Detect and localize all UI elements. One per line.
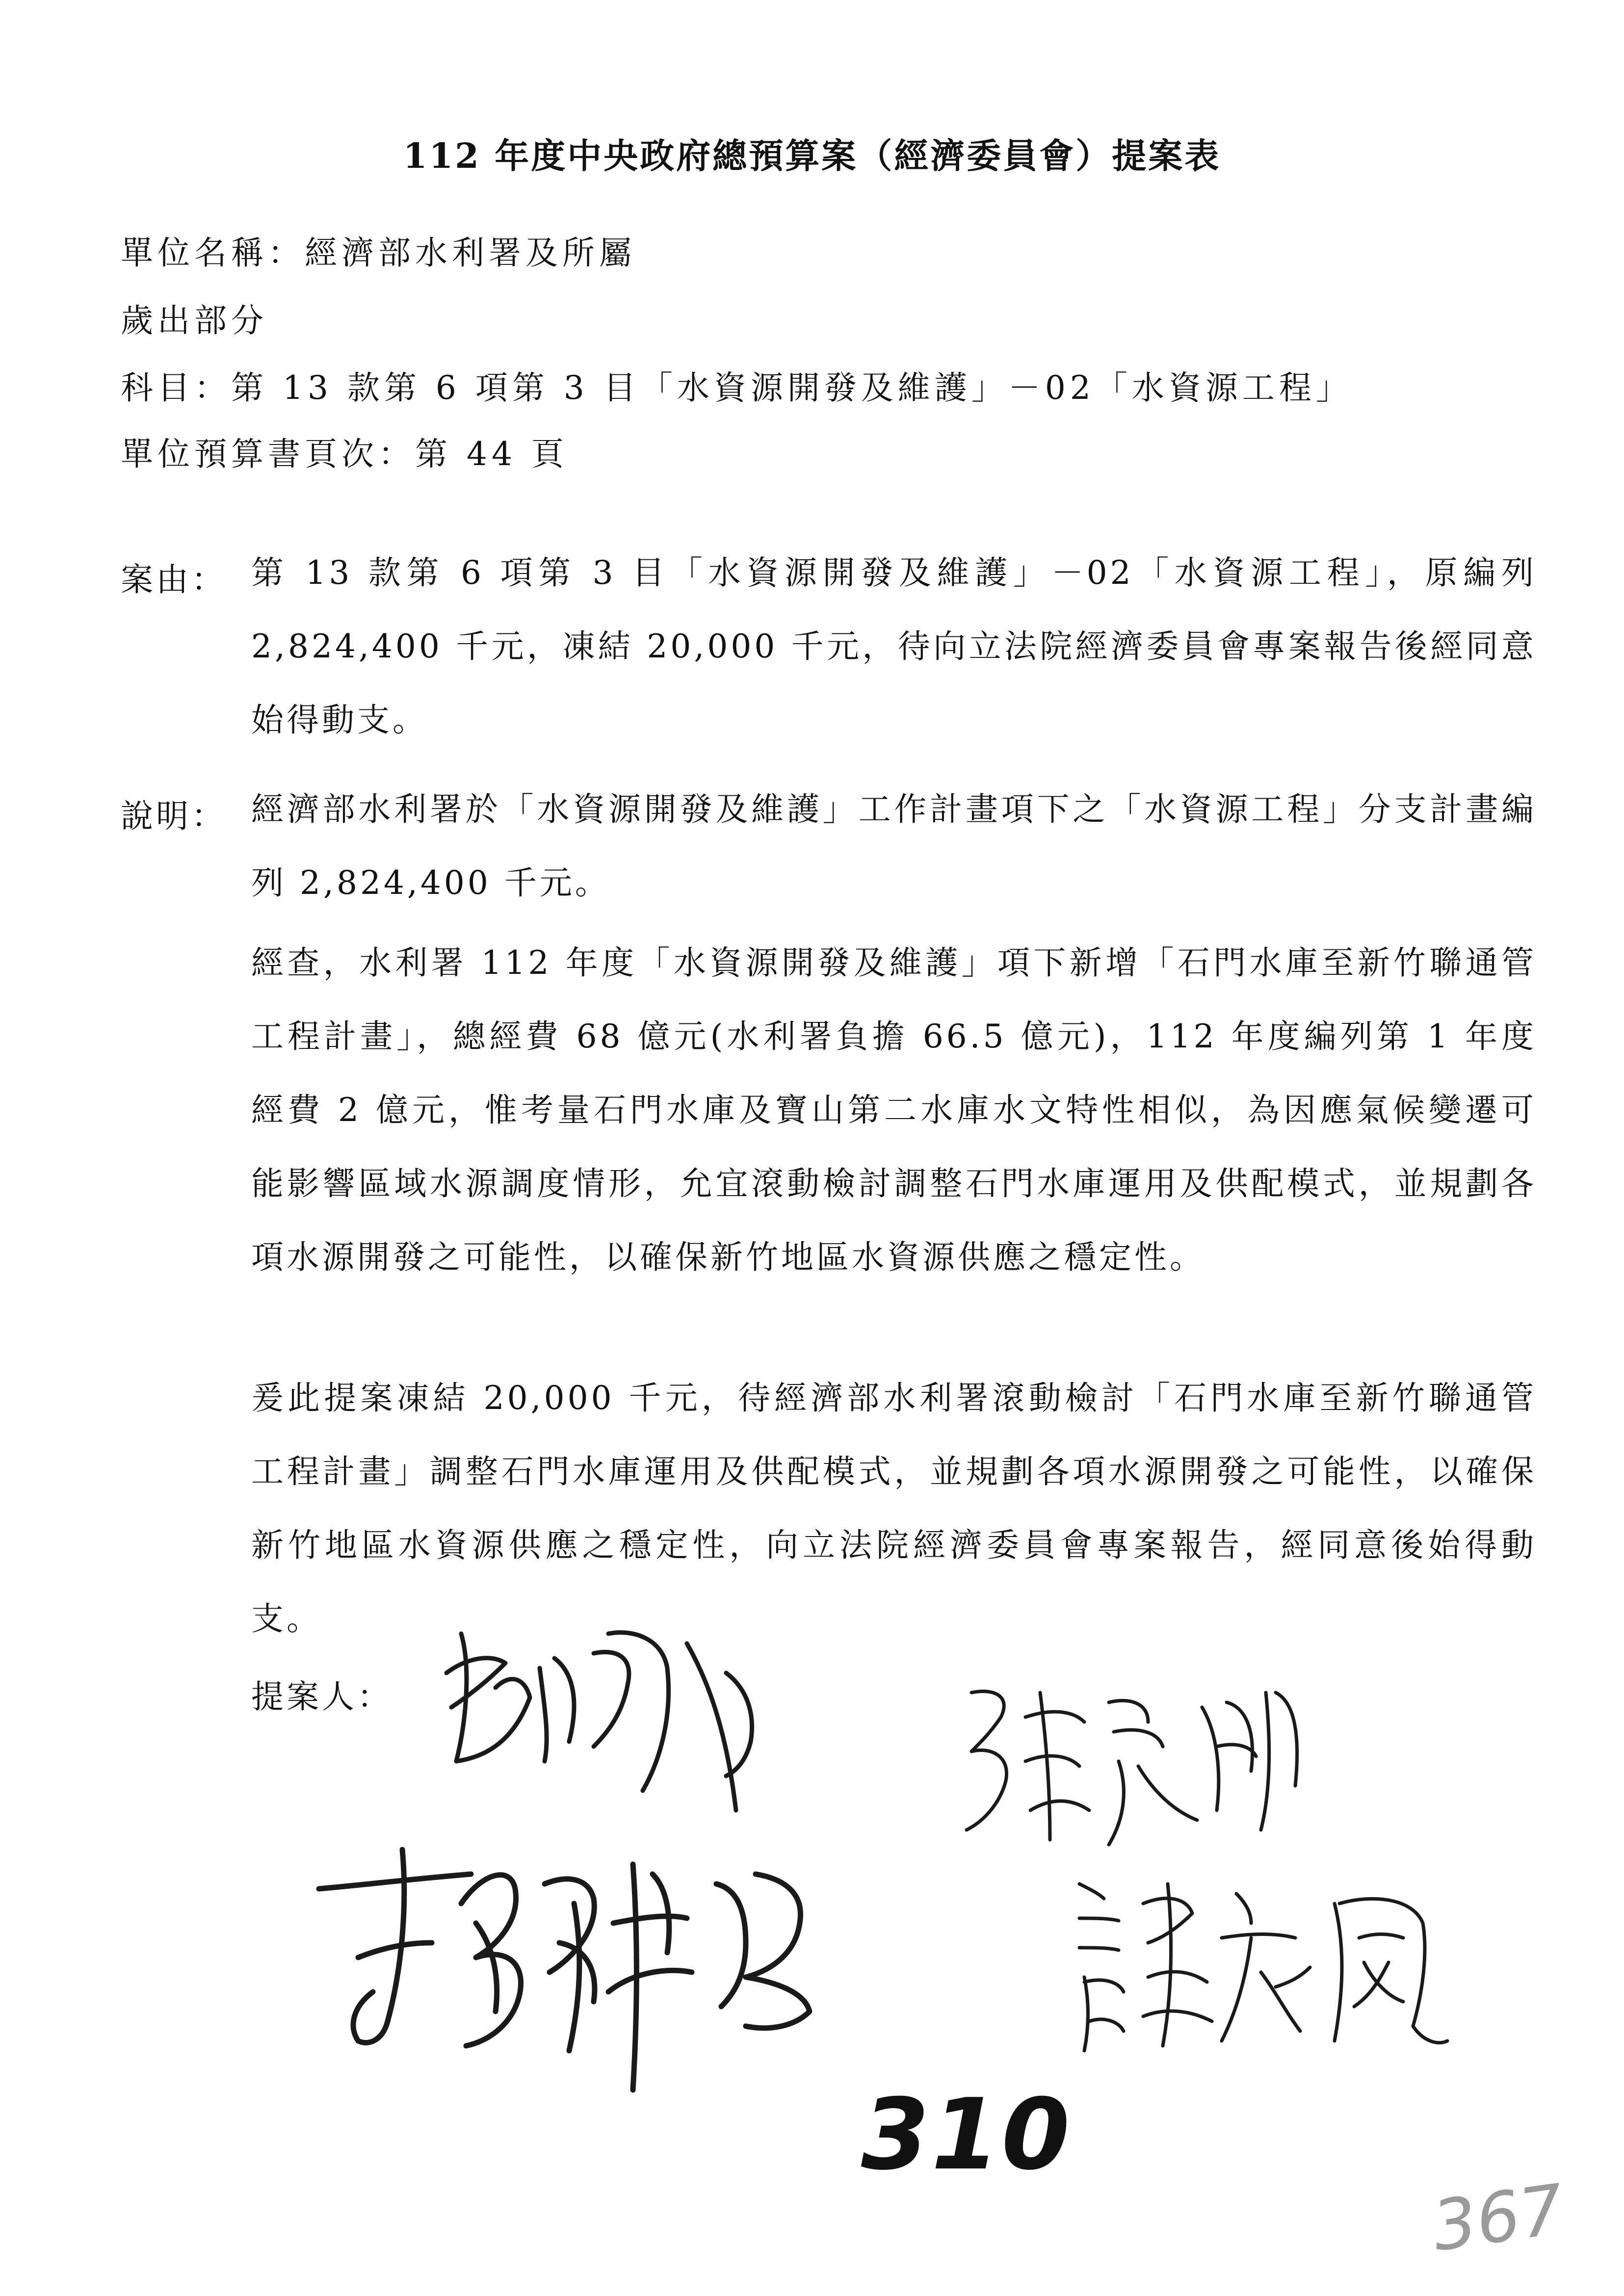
header-unit-name: 單位名稱：經濟部水利署及所屬 bbox=[121, 234, 636, 272]
case-label: 案由： bbox=[121, 561, 227, 599]
signature-2 bbox=[942, 1663, 1305, 1869]
signature-1 bbox=[432, 1614, 805, 1840]
header-budget-page: 單位預算書頁次：第 44 頁 bbox=[121, 435, 568, 473]
document-title: 112 年度中央政府總預算案（經濟委員會）提案表 bbox=[403, 135, 1221, 176]
proposer-label: 提案人： bbox=[251, 1678, 393, 1716]
explanation-paragraph-2: 爰此提案凍結 20,000 千元，待經濟部水利署滾動檢討「石門水庫至新竹聯通管工程計畫」調整石門水庫運用及供配模式，並規劃各項水源開發之可能性，以確保新竹地區水資源供應之穩定性，向立法院經濟委員會專案報告，經同意後始得動支。 bbox=[251, 1379, 1537, 1638]
header-expenditure: 歲出部分 bbox=[121, 302, 268, 339]
page-number-corner: 367 bbox=[1427, 2169, 1569, 2267]
page-number-handwritten: 310 bbox=[861, 2078, 1072, 2192]
explanation-text: 經濟部水利署於「水資源開發及維護」工作計畫項下之「水資源工程」分支計畫編列 2,824,400 千元。 bbox=[251, 790, 1537, 902]
explanation-label: 說明： bbox=[121, 797, 227, 835]
header-subject: 科目：第 13 款第 6 項第 3 目「水資源開發及維護」－02「水資源工程」 bbox=[121, 369, 1353, 407]
explanation-paragraph-1: 經查，水利署 112 年度「水資源開發及維護」項下新增「石門水庫至新竹聯通管工程計畫」，總經費 68 億元(水利署負擔 66.5 億元)，112 年度編列第 1 年度經費 2 億元，惟考量石門水庫及寶山第二水庫水文特性相似，為因應氣候變遷可能影響區域水源調度情形，允宜滾動檢討調整石門水庫運用及供配模式，並規劃各項水源開發之可能性，以確保新竹地區水資源供應之穩定性。 bbox=[251, 944, 1537, 1276]
case-text: 第 13 款第 6 項第 3 目「水資源開發及維護」－02「水資源工程」，原編列 2,824,400 千元，凍結 20,000 千元，待向立法院經濟委員會專案報告後經同意始得動支。 bbox=[251, 554, 1537, 739]
signature-4 bbox=[1070, 1864, 1452, 2070]
